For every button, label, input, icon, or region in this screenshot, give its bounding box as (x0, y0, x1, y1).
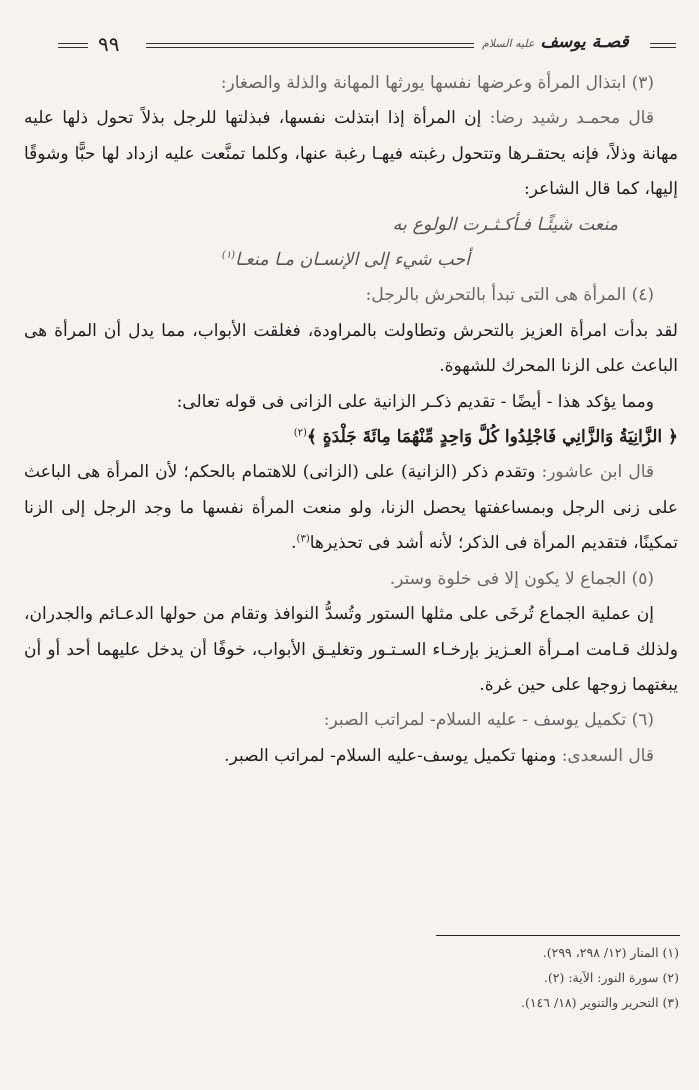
running-title (482, 32, 629, 52)
paragraph-rashid-rida-text: إن المرأة إذا ابتذلت نفسها، فبذلتها للرجل بذلاً تحول ذلها عليه مهانة وذلاً، فإنه يحتقـرها وتتحول رغبته فيهـا رغبة عنها، وكلما تمنَّعت عليه ازداد لها حبًّا وشوقًا إليها، كما قال الشاعر: (24, 108, 678, 200)
paragraph-saadi (24, 739, 678, 774)
page-number: ٩٩ (98, 32, 120, 56)
page-body (24, 66, 678, 774)
paragraph-ibn-ashur-text: وتقدم ذكر (الزانية) على (الزانى) للاهتمام بالحكم؛ لأن المرأة هى الباعث على زنى الرجل وبمساعفتها يحصل الزنا، ولو منعت المرأة نفسها ما وجد الرجل إلى الزنا تمكينًا، فتقديم المرأة فى الذكر؛ لأنه أشد فى تحذيرها (24, 462, 678, 554)
poem-verse-2 (24, 243, 678, 278)
paragraph-aziz-wife: لقد بدأت امرأة العزيز بالتحرش وتطاولت بالمراودة، فغلقت الأبواب، مما يدل أن المرأة هى الباعث على الزنا المحرك للشهوة. (24, 320, 678, 377)
header-rule-left (58, 43, 88, 48)
footnote-2: (٢) سورة النور: الآية: (٢). (543, 970, 679, 985)
heading-6: (٦) تكميل يوسف - عليه السلام- لمراتب الصبر: (323, 710, 654, 731)
footnote-ref-1: (١) (221, 250, 236, 262)
paragraph-rashid-rida (24, 101, 678, 207)
quran-verse (24, 420, 678, 455)
running-title-suffix: عليه السلام (482, 37, 535, 50)
footnote-3: (٣) التحرير والتنوير (١٨/ ١٤٦). (520, 995, 679, 1010)
header-rule-middle (146, 43, 474, 48)
footnotes (279, 940, 679, 1015)
running-title-text: قصـة يوسف (540, 32, 629, 52)
poem-verse-1: منعت شيئًـا فـأكـثـرت الولوع به (392, 214, 618, 235)
heading-5: (٥) الجماع لا يكون إلا فى خلوة وستر. (389, 568, 654, 589)
footnote-separator (436, 935, 680, 936)
paragraph-ibn-ashur-end: . (291, 533, 297, 554)
footnote-ref-3: (٣) (296, 533, 310, 545)
speaker-saadi: قال السعدى: (561, 745, 654, 766)
speaker-rashid-rida: قال محمـد رشيد رضا: (489, 108, 654, 129)
paragraph-privacy: إن عملية الجماع تُرخَى على مثلها الستور وتُسدُّ النوافذ وتقام من حولها الدعـائم والجدران، ولذلك قـامت امـرأة العـزيز بإرخـاء السـتـور وتغليـق الأبواب، خوفًا أن يدخل عليهما أحد أو أن يبغتهما زوجها على حين غرة. (24, 604, 678, 695)
speaker-ibn-ashur: قال ابن عاشور: (541, 462, 654, 483)
heading-4: (٤) المرأة هى التى تبدأ بالتحرش بالرجل: (365, 285, 654, 306)
heading-3: (٣) ابتذال المرأة وعرضها نفسها يورثها المهانة والذلة والصغار: (220, 73, 654, 93)
paragraph-ibn-ashur (24, 455, 678, 561)
paragraph-saadi-text: ومنها تكميل يوسف-عليه السلام- لمراتب الصبر. (224, 745, 562, 766)
paragraph-confirm: ومما يؤكد هذا - أيضًا - تقديم ذكـر الزانية على الزانى فى قوله تعالى: (176, 391, 654, 412)
header-rule-right (650, 43, 676, 48)
poem-verse-2-text: أحب شيء إلى الإنسـان مـا منعـا (235, 250, 470, 271)
footnote-1: (١) المنار (١٢/ ٢٩٨، ٢٩٩). (542, 945, 679, 960)
page-header (58, 34, 676, 60)
footnote-ref-2: (٢) (293, 427, 307, 439)
quran-verse-text: ﴿ الزَّانِيَةُ وَالزَّانِي فَاجْلِدُوا كُلَّ وَاحِدٍ مِّنْهُمَا مِائَةَ جَلْدَةٍ ﴾ (306, 427, 678, 448)
